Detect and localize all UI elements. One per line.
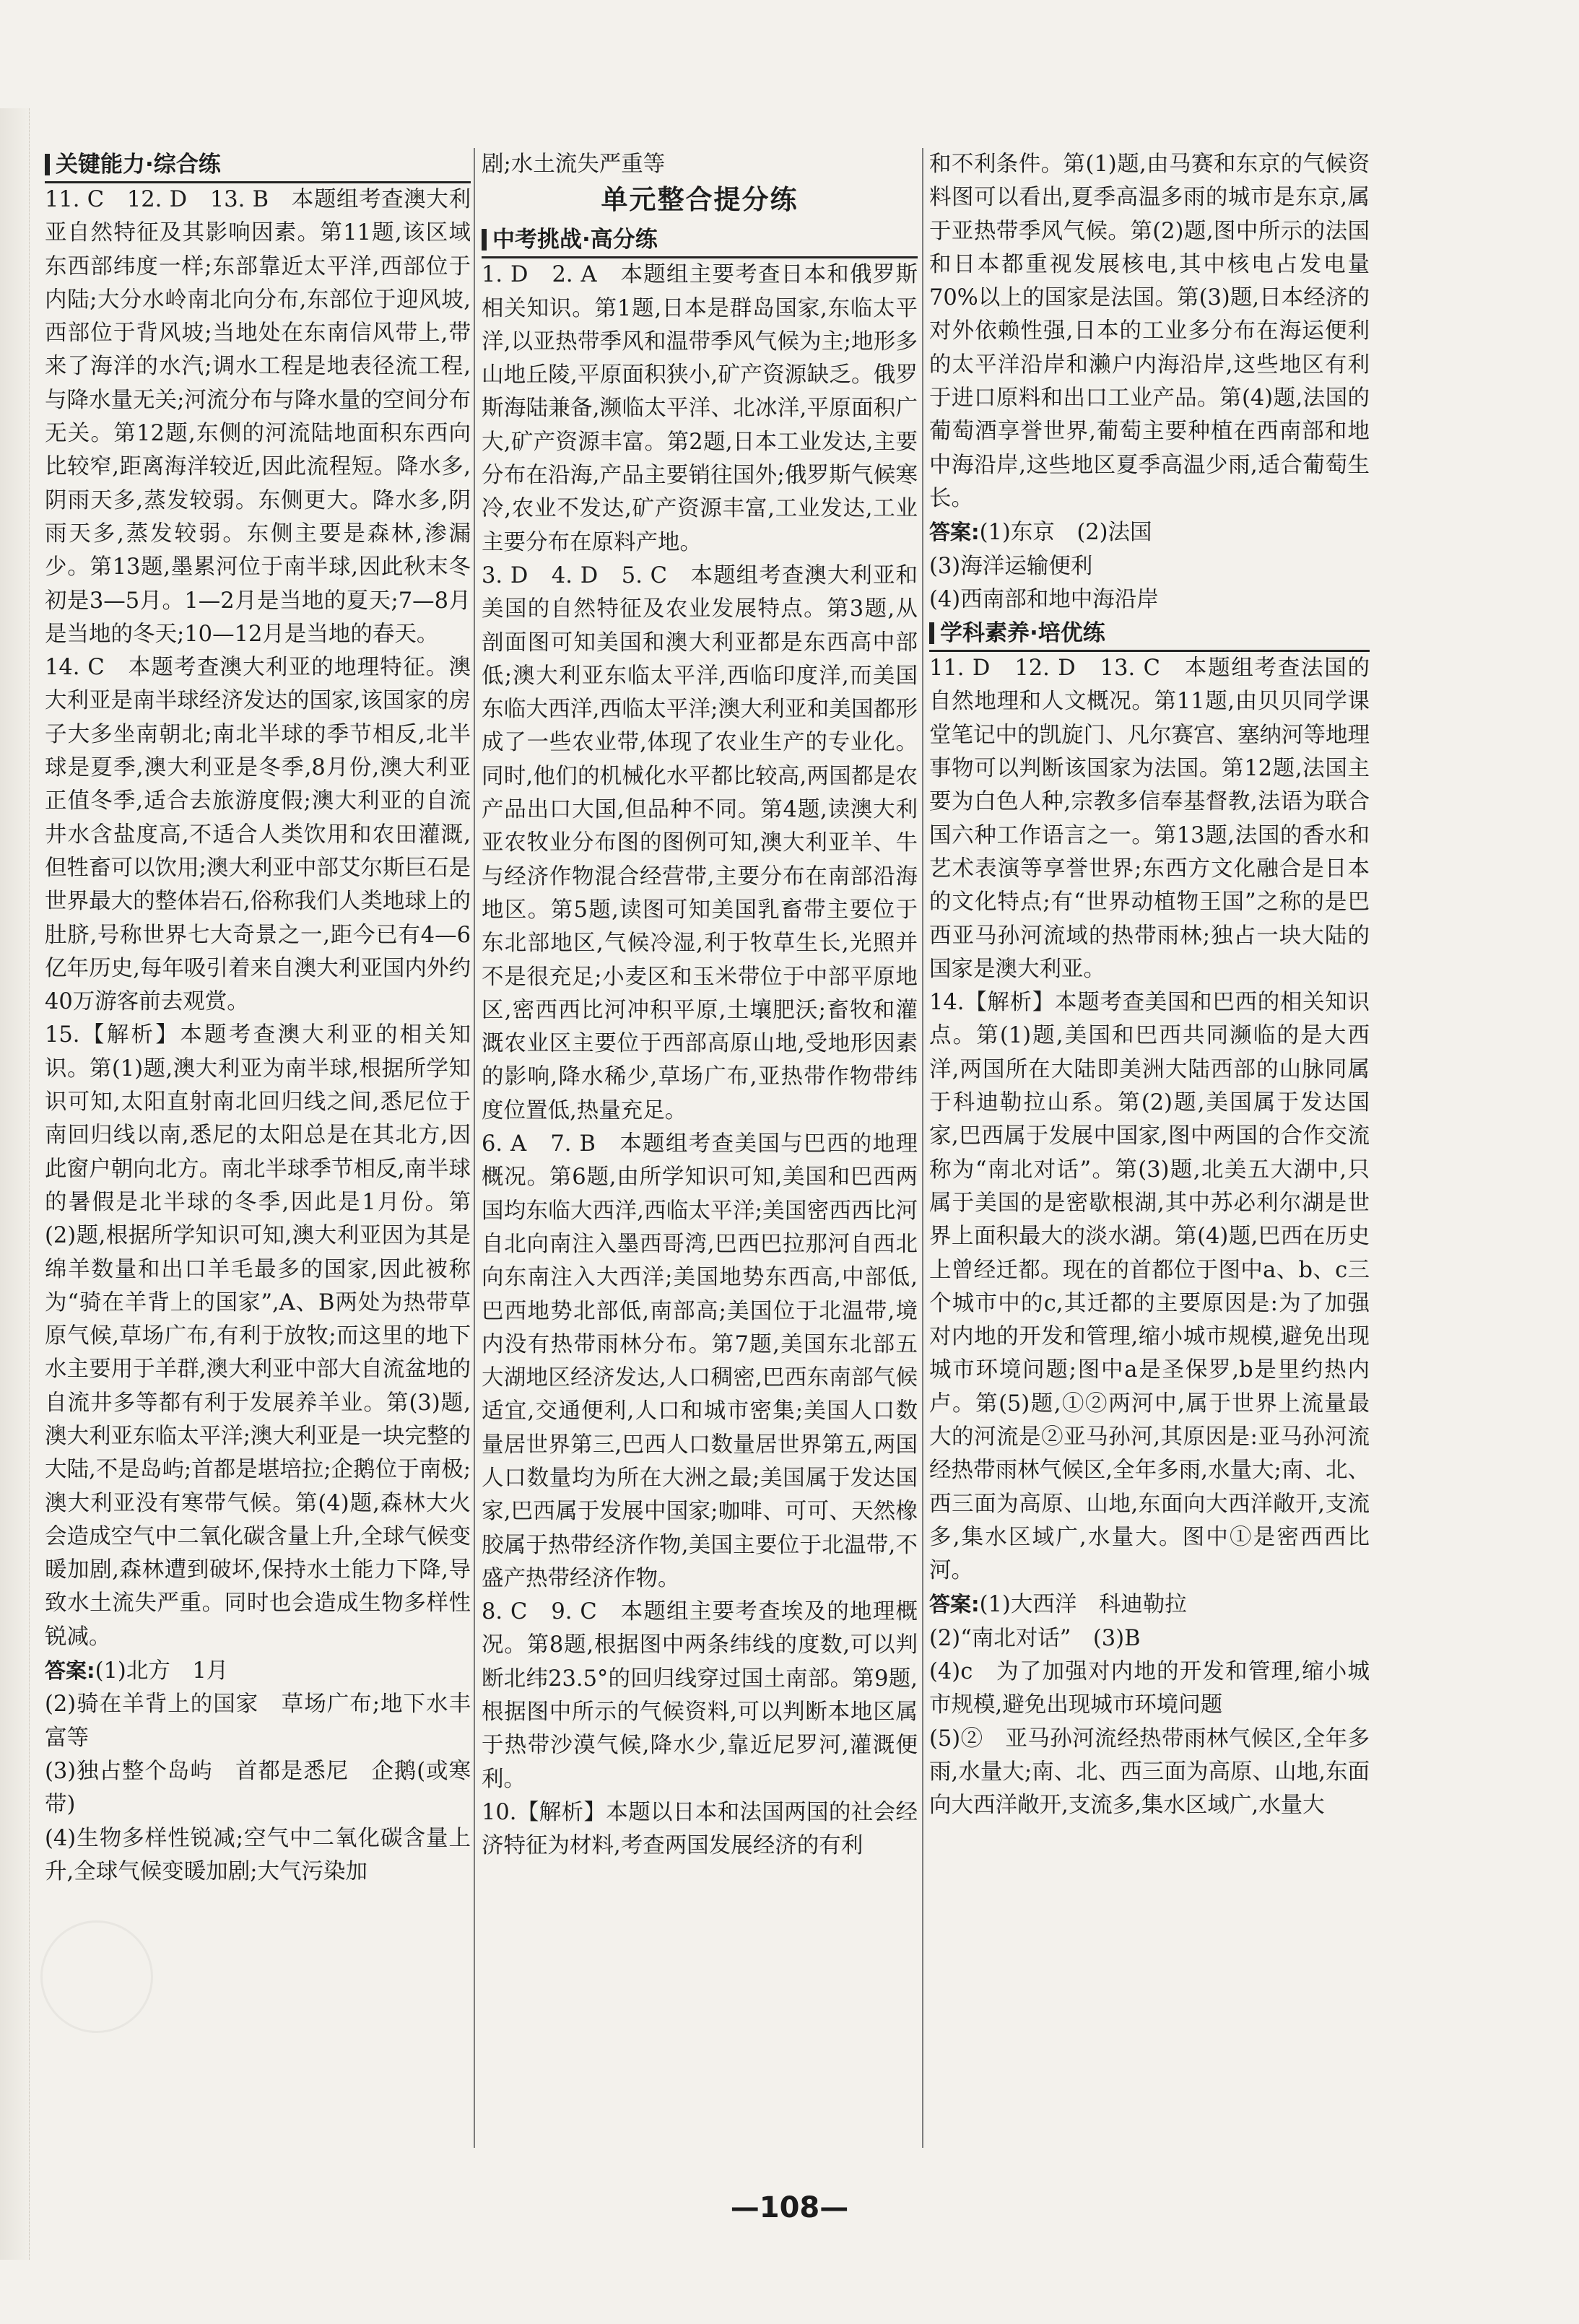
answer-line: (2)“南北对话” (3)B [929,1625,1141,1651]
answer-line [929,515,1370,549]
unit-title: 单元整合提分练 [601,184,799,216]
section-header [482,223,918,258]
answer-label: 答案: [929,520,980,545]
column-divider [474,148,475,2148]
page-number: —108— [730,2191,849,2224]
section-bar-icon [482,229,487,251]
answer-text: (1)北方 1月 [95,1658,229,1684]
answer-line: (4)c 为了加强对内地的开发和管理,缩小城市规模,避免出现城市环境问题 [929,1659,1370,1718]
continued-paragraph: 和不利条件。第(1)题,由马赛和东京的气候资料图可以看出,夏季高温多雨的城市是东京,属于亚热带季风气候。第(2)题,图中所示的法国和日本都重视发展核电,其中核电占发电量70%以上的国家是法国。第(3)题,日本经济的对外依赖性强,日本的工业多分布在海运便利的太平洋沿岸和濑户内海沿岸,这些地区有利于进口原料和出口工业产品。第(4)题,法国的葡萄酒享誉世界,葡萄主要种植在西南部和地中海沿岸,这些地区夏季高温少雨,适合葡萄生长。 [929,152,1370,511]
section-title: 关键能力·综合练 [56,152,221,178]
stamp-watermark [40,1920,153,2033]
answer-item: 10.【解析】本题以日本和法国两国的社会经济特征为材料,考查两国发展经济的有利 [482,1799,918,1859]
section-bar-icon [45,154,50,175]
answer-item: 8. C 9. C 本题组主要考查埃及的地理概况。第8题,根据图中两条纬线的度数,可以判断北纬23.5°的回归线穿过国土南部。第9题,根据图中所示的气候资料,可以判断本地区属于热带沙漠气候,降水少,靠近尼罗河,灌溉便利。 [482,1599,918,1792]
answer-label: 答案: [45,1658,95,1684]
answer-item: 14.【解析】本题考查美国和巴西的相关知识点。第(1)题,美国和巴西共同濒临的是大西洋,两国所在大陆即美洲大陆西部的山脉同属于科迪勒拉山系。第(2)题,美国属于发达国家,巴西属于发展中国家,图中两国的合作交流称为“南北对话”。第(3)题,北美五大湖中,只属于美国的是密歇根湖,其中苏必利尔湖是世界上面积最大的淡水湖。第(4)题,巴西在历史上曾经迁都。现在的首都位于图中a、b、c三个城市中的c,其迁都的主要原因是:为了加强对内地的开发和管理,缩小城市规模,避免出现城市环境问题;图中a是圣保罗,b是里约热内卢。第(5)题,①②两河中,属于世界上流量最大的河流是②亚马孙河,其原因是:亚马孙河流经热带雨林气候区,全年多雨,水量大;南、北、西三面为高原、山地,东面向大西洋敞开,支流多,集水区域广,水量大。图中①是密西西比河。 [929,990,1370,1584]
continued-line: 剧;水土流失严重等 [482,152,666,177]
answer-text: (1)东京 (2)法国 [979,520,1152,546]
section-title: 中考挑战·高分练 [492,227,658,253]
section-title: 学科素养·培优练 [940,620,1105,647]
answer-line: (3)独占整个岛屿 首都是悉尼 企鹅(或寒带) [45,1758,471,1818]
column-middle [482,148,918,1863]
answer-line: (2)骑在羊背上的国家 草场广布;地下水丰富等 [45,1692,471,1751]
answer-item: 15.【解析】本题考查澳大利亚的相关知识。第(1)题,澳大利亚为南半球,根据所学知识可知,太阳直射南北回归线之间,悉尼位于南回归线以南,悉尼的太阳总是在其北方,因此窗户朝向北方。南北半球季节相反,南半球的暑假是北半球的冬季,因此是1月份。第(2)题,根据所学知识可知,澳大利亚因为其是绵羊数量和出口羊毛最多的国家,因此被称为“骑在羊背上的国家”,A、B两处为热带草原气候,草场广布,有利于放牧;而这里的地下水主要用于羊群,澳大利亚中部大自流盆地的自流井多等都有利于发展养羊业。第(3)题,澳大利亚东临太平洋;澳大利亚是一块完整的大陆,不是岛屿;首都是堪培拉;企鹅位于南极;澳大利亚没有寒带气候。第(4)题,森林大火会造成空气中二氧化碳含量上升,全球气候变暖加剧,森林遭到破坏,保持水土能力下降,导致水土流失严重。同时也会造成生物多样性锐减。 [45,1022,471,1650]
answer-item: 6. A 7. B 本题组考查美国与巴西的地理概况。第6题,由所学知识可知,美国和巴西两国均东临大西洋,西临太平洋;美国密西西比河自北向南注入墨西哥湾,巴西巴拉那河自西北向东南注入大西洋;美国地势东西高,中部低,巴西地势北部低,南部高;美国位于北温带,境内没有热带雨林分布。第7题,美国东北部五大湖地区经济发达,人口稠密,巴西东南部气候适宜,交通便利,人口和城市密集;美国人口数量居世界第三,巴西人口数量居世界第五,两国人口数量均为所在大洲之最;美国属于发达国家,巴西属于发展中国家;咖啡、可可、天然橡胶属于热带经济作物,美国主要位于北温带,不盛产热带经济作物。 [482,1131,918,1591]
column-left [45,148,471,1889]
answer-item: 3. D 4. D 5. C 本题组考查澳大利亚和美国的自然特征及农业发展特点。第3题,从剖面图可知美国和澳大利亚都是东西高中部低;澳大利亚东临太平洋,西临印度洋,而美国东临大西洋,西临太平洋;澳大利亚和美国都形成了一些农业带,体现了农业生产的专业化。同时,他们的机械化水平都比较高,两国都是农产品出口大国,但品种不同。第4题,读澳大利亚农牧业分布图的图例可知,澳大利亚羊、牛与经济作物混合经营带,主要分布在南部沿海地区。第5题,读图可知美国乳畜带主要位于东北部地区,气候冷湿,利于牧草生长,光照并不是很充足;小麦区和玉米带位于中部平原地区,密西西比河冲积平原,土壤肥沃;畜牧和灌溉农业区主要位于西部高原山地,受地形因素的影响,降水稀少,草场广布,亚热带作物带纬度位置低,热量充足。 [482,562,918,1123]
section-bar-icon [929,622,934,644]
answer-line: (3)海洋运输便利 [929,553,1093,579]
answer-item: 11. C 12. D 13. B 本题组考查澳大利亚自然特征及其影响因素。第11题,该区域东西部纬度一样;东部靠近太平洋,西部位于内陆;大分水岭南北向分布,东部位于迎风坡,西部位于背风坡;当地处在东南信风带上,带来了海洋的水汽;调水工程是地表径流工程,与降水量无关;河流分布与降水量的空间分布无关。第12题,东侧的河流陆地面积东西向比较窄,距离海洋较近,因此流程短。降水多,阴雨天多,蒸发较弱。东侧更大。降水多,阴雨天多,蒸发较弱。东侧主要是森林,渗漏少。第13题,墨累河位于南半球,因此秋末冬初是3—5月。1—2月是当地的夏天;7—8月是当地的冬天;10—12月是当地的春天。 [45,187,471,647]
column-right [929,148,1370,1823]
answer-line: (4)西南部和地中海沿岸 [929,586,1159,612]
binding-margin [0,108,30,2260]
answer-line: (5)② 亚马孙河流经热带雨林气候区,全年多雨,水量大;南、北、西三面为高原、山地,东面向大西洋敞开,支流多,集水区域广,水量大 [929,1725,1370,1819]
answer-item: 11. D 12. D 13. C 本题组考查法国的自然地理和人文概况。第11题,由贝贝同学课堂笔记中的凯旋门、凡尔赛宫、塞纳河等地理事物可以判断该国家为法国。第12题,法国主要为白色人种,宗教多信奉基督教,法语为联合国六种工作语言之一。第13题,法国的香水和艺术表演等享誉世界;东西方文化融合是日本的文化特点;有“世界动植物王国”之称的是巴西亚马孙河流域的热带雨林;独占一块大陆的国家是澳大利亚。 [929,656,1370,982]
answer-item: 14. C 本题考查澳大利亚的地理特征。澳大利亚是南半球经济发达的国家,该国家的房子大多坐南朝北;南北半球的季节相反,北半球是夏季,澳大利亚是冬季,8月份,澳大利亚正值冬季,适合去旅游度假;澳大利亚的自流井水含盐度高,不适合人类饮用和农田灌溉,但牲畜可以饮用;澳大利亚中部艾尔斯巨石是世界最大的整体岩石,俗称我们人类地球上的肚脐,号称世界七大奇景之一,距今已有4—6亿年历史,每年吸引着来自澳大利亚国内外约40万游客前去观赏。 [45,655,471,1015]
section-header [929,617,1370,652]
answer-line [45,1654,471,1688]
answer-item: 1. D 2. A 本题组主要考查日本和俄罗斯相关知识。第1题,日本是群岛国家,东临太平洋,以亚热带季风和温带季风气候为主;地形多山地丘陵,平原面积狭小,矿产资源缺乏。俄罗斯海陆兼备,濒临太平洋、北冰洋,平原面积广大,矿产资源丰富。第2题,日本工业发达,主要分布在沿海,产品主要销往国外;俄罗斯气候寒冷,农业不发达,矿产资源丰富,工业发达,工业主要分布在原料产地。 [482,262,918,555]
answer-text: (1)大西洋 科迪勒拉 [979,1592,1187,1618]
answer-label: 答案: [929,1592,980,1617]
section-header [45,148,471,183]
answer-line [929,1588,1370,1622]
answer-line: (4)生物多样性锐减;空气中二氧化碳含量上升,全球气候变暖加剧;大气污染加 [45,1825,471,1884]
column-divider [922,148,923,2148]
